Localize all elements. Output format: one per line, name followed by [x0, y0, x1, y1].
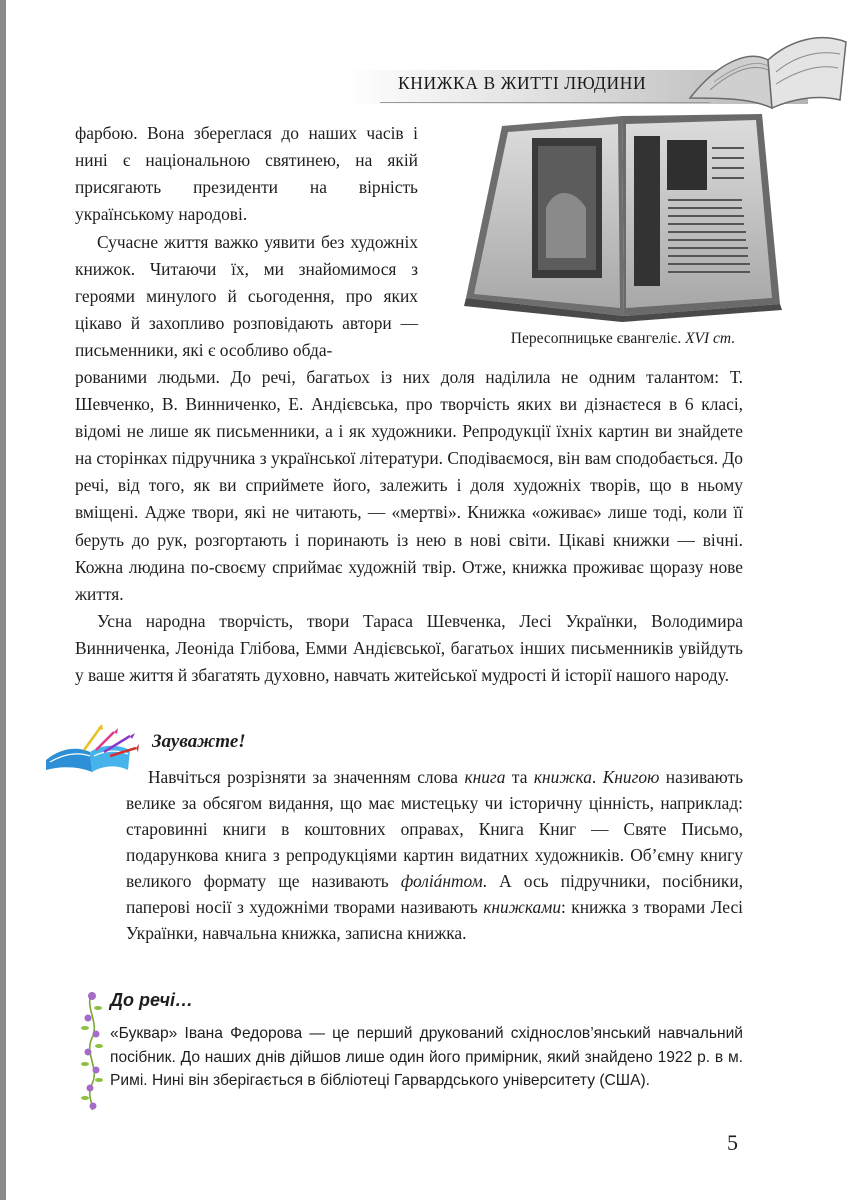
notice-title: Зауважте!	[152, 731, 246, 752]
running-header: КНИЖКА В ЖИТТІ ЛЮДИНИ	[398, 73, 647, 93]
header-rule	[380, 102, 710, 103]
paragraph-1: фарбою. Вона збереглася до наших часів і нині є національною святинею, на якій присягають президенти на вірність українському народові.	[75, 123, 418, 225]
page-edge	[0, 0, 6, 1200]
page-number: 5	[727, 1130, 738, 1155]
notice-text: Навчіться розрізняти за значенням слова книга та книжка. Книгою називають велике за обсягом видання, що має мистецьку чи історичну цінність, наприклад: старовинні книги в коштовних оправах, Книга Книг — Святе Письмо, подарункова книга з репродукціями картин видатних художників. Об’ємну книгу великого формату ще називають фоліáнтом. А ось підручники, посібники, паперові носії з художніми творами називають книжками: книжка з творами Лесі Українки, навчальна книжка, записна книжка.	[126, 767, 744, 943]
fact-text: «Буквар» Івана Федорова — це перший друкований східнослов’янський навчальний посібник. До наших днів дійшов лише один його примірник, який знайдено 1922 р. в м. Римі. Нині він зберігається в бібліотеці Гарвардського університету (США).	[110, 1025, 743, 1089]
flower-vine-icon	[80, 988, 104, 1113]
open-book-icon	[680, 20, 849, 116]
fact-title: До речі…	[110, 990, 194, 1010]
paragraph-2-cont: рованими людьми. До речі, багатьох із них доля наділила не одним талантом: Т. Шевченко, В. Винниченко, Е. Андієвська, про творчість яких ви дізнаєтеся в 6 класі, відомі не лише як письменники, а і як художники. Репродукції їхніх картин ви знайдете на сторінках підручника з української літератури. Сподіваємося, він вам сподобається. До речі, від того, як ви сприймете його, залежить і доля художніх творів, що в ньому вміщені. Адже твори, які не читають, — «мертві». Книжка «оживає» лише тоді, коли її беруть до рук, розгортають і поринають із нею в нові світи. Цікаві книжки — вічні. Кожна людина по-своєму сприймає художній твір. Отже, книжка проживає щоразу нове життя.	[75, 367, 743, 604]
paragraph-2: Сучасне життя важко уявити без художніх книжок. Читаючи їх, ми знайомимося з героями минулого й сьогодення, про яких цікаво й захопливо розповідають автори — письменники, які є особливо обда-	[75, 232, 418, 361]
flying-book-icon	[40, 722, 140, 776]
photo-caption: Пересопницьке євангеліє. XVI ст.	[510, 330, 736, 347]
paragraph-3: Усна народна творчість, твори Тараса Шевченка, Лесі Українки, Володимира Винниченка, Леоніда Глібова, Емми Андієвської, багатьох інших письменників увійдуть у ваше життя й збагатять духовно, навчать житейської мудрості й історії нашого народу.	[75, 611, 743, 686]
